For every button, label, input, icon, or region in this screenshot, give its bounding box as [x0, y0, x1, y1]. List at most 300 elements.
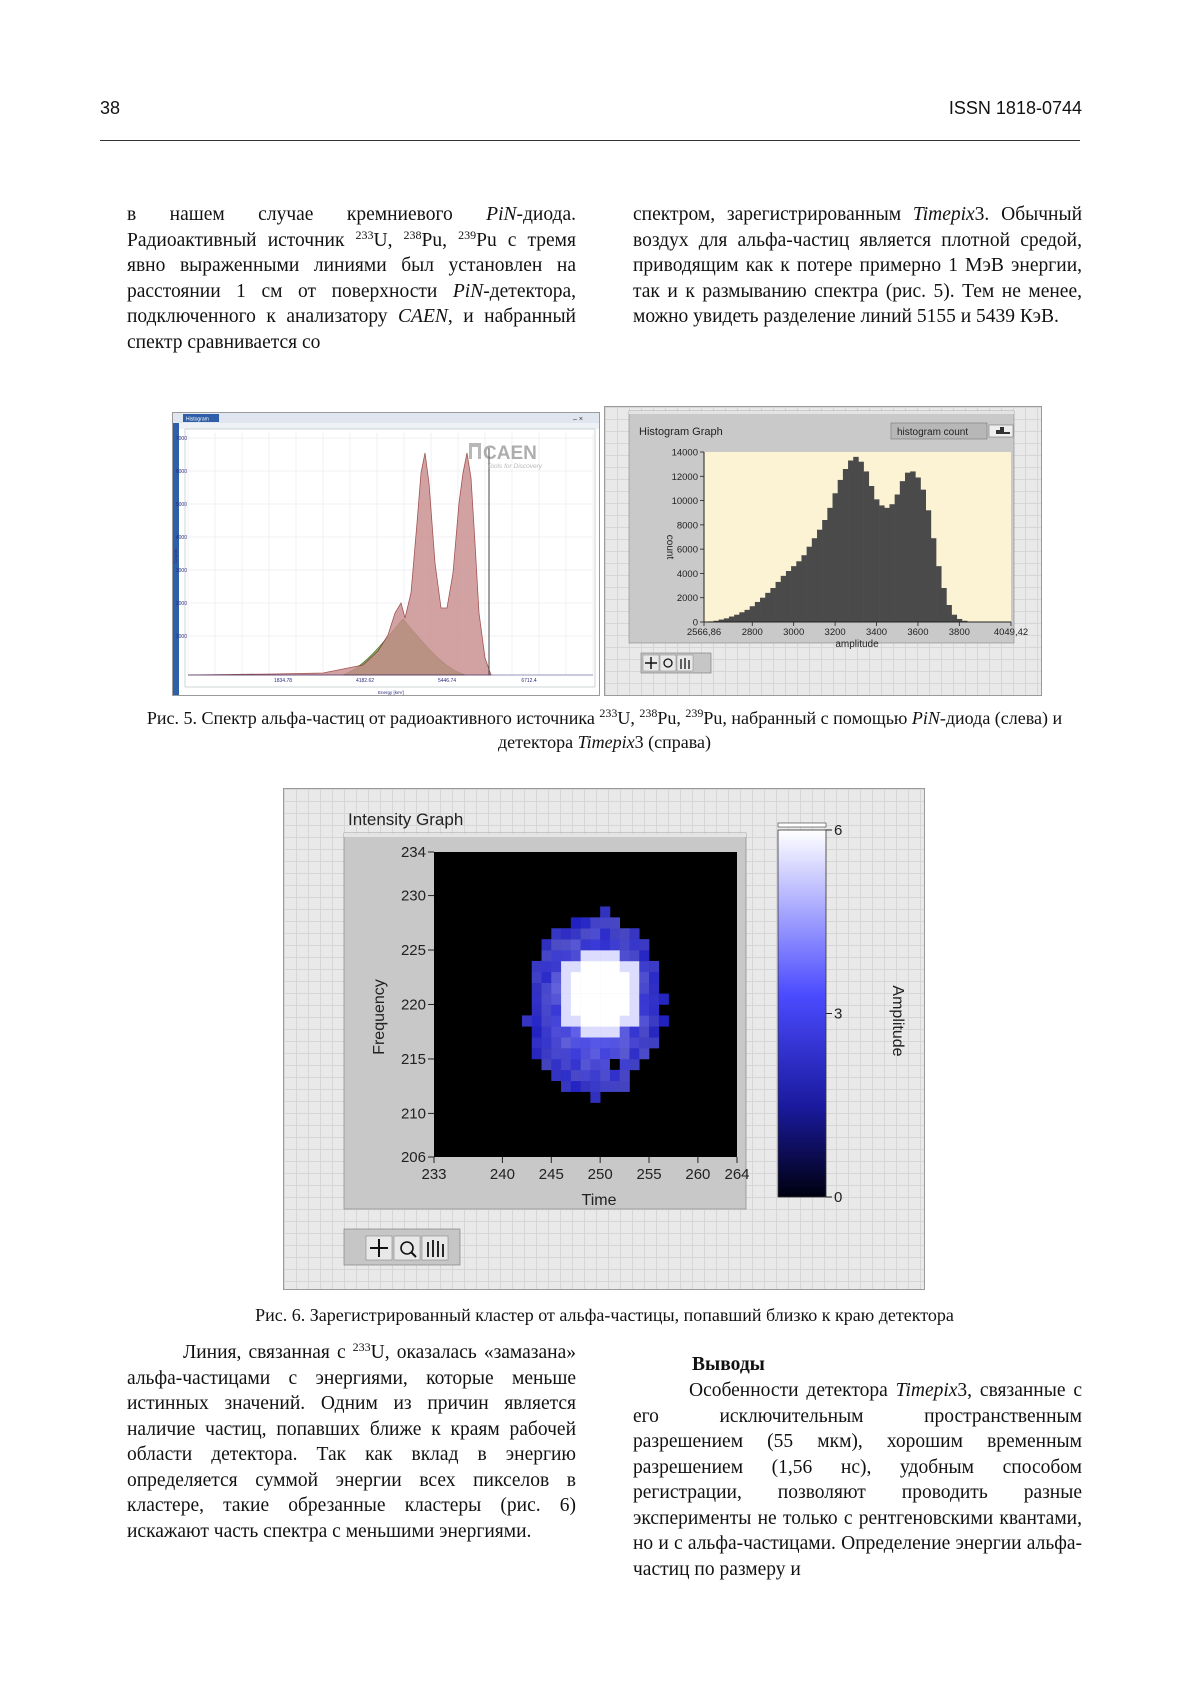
heatmap-cell	[639, 939, 649, 950]
heatmap-cell	[629, 928, 639, 939]
heatmap-cell	[532, 994, 542, 1005]
heatmap-cell	[522, 1015, 532, 1026]
heatmap-cell	[561, 1070, 571, 1081]
heatmap-cell	[532, 1026, 542, 1037]
heatmap-cell	[649, 983, 659, 994]
heatmap-cell	[620, 1048, 630, 1059]
caen-tagline: Tools for Discovery	[487, 463, 543, 470]
heatmap-cell	[629, 939, 639, 950]
heatmap-cell	[581, 1059, 591, 1070]
issn: ISSN 1818-0744	[948, 98, 1082, 118]
heatmap-cell	[551, 1005, 561, 1016]
histogram-bar	[791, 566, 796, 622]
heatmap-cell	[542, 961, 552, 972]
heatmap-cell	[571, 1059, 581, 1070]
intensity-xlabel: Time	[581, 1192, 617, 1209]
heatmap-x-tick-label: 250	[587, 1166, 613, 1183]
heatmap-cell	[600, 1037, 610, 1048]
caen-spectrum-figure	[172, 412, 600, 696]
caen-y-tick-label: 1000	[175, 634, 187, 640]
heatmap-cell	[532, 1005, 542, 1016]
histogram-y-tick-label: 4000	[676, 568, 698, 580]
heatmap-cell	[620, 1081, 630, 1092]
heatmap-cell	[581, 928, 591, 939]
conclusions-paragraph: Особенности детектора Timepix3, связанные с его исключительным пространственным разрешением (55 мкм), хорошим временным разрешением (1,56 нс), удобным способом регистрации, позволяют проводить разные эксперименты не только с рентгеновскими квантами, но и с альфа-частицами. Определение энергии альфа-частиц по размеру и	[633, 1380, 1083, 1580]
heatmap-cell	[590, 1048, 600, 1059]
histogram-y-tick-label: 10000	[671, 496, 698, 508]
top-right-paragraph: спектром, зарегистрированным Timepix3. Обычный воздух для альфа-частиц является плотной средой, приводящим как к потере примерно 1 МэВ энергии, так и к размыванию спектра (рис. 5). Тем не менее, можно увидеть разделение линий 5155 и 5439 КэВ.	[633, 204, 1082, 327]
histogram-title: Histogram Graph	[639, 426, 723, 438]
heatmap-cell	[571, 1081, 581, 1092]
histogram-bar	[926, 510, 931, 622]
heatmap-cell	[581, 950, 591, 961]
heatmap-cell	[649, 1005, 659, 1016]
histogram-bar	[941, 588, 946, 622]
histogram-bar	[755, 602, 760, 622]
heatmap-cell	[590, 1005, 600, 1016]
intensity-figure	[283, 788, 925, 1290]
heatmap-cell	[620, 939, 630, 950]
heatmap-cell	[542, 939, 552, 950]
heatmap-cell	[610, 961, 620, 972]
histogram-bar	[843, 469, 848, 622]
svg-text:– ×: – ×	[573, 416, 583, 423]
heatmap-cell	[639, 961, 649, 972]
bottom-left-paragraph: Линия, связанная с $^{233}$U, оказалась «замазана» альфа-частицами с энергиями, которые меньше истинных значений. Одним из причин является наличие частиц, попавших ближе к краям рабочей области детектора. Так как вклад в энергию определяется суммой энергии всех пикселов в кластере, такие обрезанные кластеры (рис. 6) искажают часть спектра с меньшими энергиями.	[127, 1340, 576, 1542]
heatmap-cell	[629, 1048, 639, 1059]
histogram-bar	[931, 538, 936, 622]
heatmap-cell	[600, 1059, 610, 1070]
caen-y-tick-label: 5000	[175, 502, 187, 508]
histogram-x-tick-label: 3000	[783, 627, 805, 638]
histogram-bar	[796, 561, 801, 622]
heatmap-cell	[610, 950, 620, 961]
heatmap-cell	[590, 983, 600, 994]
heatmap-cell	[561, 1037, 571, 1048]
heatmap-cell	[600, 961, 610, 972]
heatmap-cell	[551, 1037, 561, 1048]
amplitude-scale-tick-label: 6	[834, 822, 843, 839]
heatmap-y-tick-label: 230	[400, 887, 426, 905]
heatmap-cell	[649, 1037, 659, 1048]
heatmap-cell	[620, 983, 630, 994]
heatmap-cell	[620, 972, 630, 983]
heatmap-x-tick-label: 233	[421, 1166, 447, 1183]
heatmap-cell	[581, 1026, 591, 1037]
amplitude-scale-ticks	[826, 822, 842, 1206]
heatmap-cell	[581, 939, 591, 950]
histogram-bar	[869, 486, 874, 622]
histogram-bar	[838, 480, 843, 622]
heatmap-cell	[542, 983, 552, 994]
heatmap-cell	[542, 1059, 552, 1070]
heatmap-cell	[600, 1081, 610, 1092]
histogram-bar	[760, 598, 765, 622]
histogram-xlabel: amplitude	[835, 639, 879, 650]
heatmap-cell	[600, 917, 610, 928]
heatmap-cell	[659, 1015, 669, 1026]
heatmap-cell	[561, 1015, 571, 1026]
histogram-bar	[776, 582, 781, 622]
heatmap-cell	[639, 1037, 649, 1048]
caen-window-tab: Histogram	[186, 416, 209, 423]
caen-y-tick-label: 3000	[175, 568, 187, 574]
heatmap-cell	[600, 928, 610, 939]
heatmap-cell	[600, 906, 610, 917]
heatmap-cell	[542, 1037, 552, 1048]
heatmap-cell	[542, 972, 552, 983]
caen-x-tick-label: 1834.78	[273, 678, 293, 684]
heatmap-cell	[629, 983, 639, 994]
histogram-legend-label: histogram count	[897, 427, 969, 438]
heatmap-cell	[610, 972, 620, 983]
heatmap-cell	[600, 1048, 610, 1059]
histogram-bar	[889, 504, 894, 622]
heatmap-cell	[610, 1037, 620, 1048]
heatmap-cell	[620, 1005, 630, 1016]
amplitude-scale-tick-label: 3	[834, 1005, 843, 1023]
heatmap-cell	[581, 972, 591, 983]
heatmap-cell	[600, 1070, 610, 1081]
histogram-y-tick-label: 8000	[676, 520, 698, 532]
heatmap-cell	[600, 950, 610, 961]
heatmap-cell	[590, 1037, 600, 1048]
heatmap-cell	[649, 994, 659, 1005]
heatmap-cell	[590, 917, 600, 928]
histogram-bar	[864, 471, 869, 622]
heatmap-cell	[571, 1037, 581, 1048]
heatmap-cell	[620, 961, 630, 972]
histogram-bar	[781, 576, 786, 622]
heatmap-cell	[581, 1048, 591, 1059]
heatmap-cell	[561, 994, 571, 1005]
heatmap-cell	[649, 1015, 659, 1026]
heatmap-cell	[571, 939, 581, 950]
heatmap-cell	[639, 972, 649, 983]
heatmap-x-tick-label: 245	[538, 1166, 564, 1183]
histogram-bar	[734, 615, 739, 622]
caen-x-axis-label: Energy [keV]	[378, 690, 404, 695]
heatmap-cell	[620, 928, 630, 939]
heatmap-cell	[571, 950, 581, 961]
heatmap-cell	[610, 1048, 620, 1059]
heatmap-cell	[610, 928, 620, 939]
heatmap-y-tick-label: 225	[400, 942, 426, 960]
heatmap-cell	[639, 994, 649, 1005]
caen-y-tick-label: 4000	[175, 535, 187, 541]
heatmap-cell	[532, 961, 542, 972]
histogram-y-tick-label: 14000	[671, 447, 698, 459]
histogram-x-tick-label: 3200	[824, 627, 846, 638]
heatmap-y-tick-label: 206	[400, 1149, 426, 1166]
histogram-bar	[895, 495, 900, 623]
heatmap-cell	[600, 983, 610, 994]
heatmap-cell	[600, 1015, 610, 1026]
heatmap-cell	[610, 1070, 620, 1081]
heatmap-cell	[620, 994, 630, 1005]
heatmap-cell	[610, 1026, 620, 1037]
caen-y-tick-label: 7000	[175, 436, 187, 442]
caen-x-tick-label: 6712.4	[521, 678, 537, 684]
heatmap-cell	[571, 917, 581, 928]
histogram-y-tick-label: 12000	[671, 471, 698, 483]
heatmap-cell	[649, 1026, 659, 1037]
heatmap-cell	[551, 1048, 561, 1059]
heatmap-cell	[551, 939, 561, 950]
heatmap-cell	[659, 994, 669, 1005]
heatmap-cell	[551, 928, 561, 939]
heatmap-cell	[561, 1026, 571, 1037]
histogram-y-tick-label: 6000	[676, 544, 698, 556]
heatmap-cell	[639, 983, 649, 994]
heatmap-cell	[649, 972, 659, 983]
histogram-x-tick-label: 2566,86	[686, 627, 722, 638]
heatmap-cell	[561, 1059, 571, 1070]
heatmap-cell	[542, 1005, 552, 1016]
heatmap-cell	[571, 983, 581, 994]
heatmap-cell	[629, 1059, 639, 1070]
histogram-bar	[786, 571, 791, 622]
heatmap-cell	[551, 1026, 561, 1037]
heatmap-cell	[581, 1015, 591, 1026]
heatmap-cell	[581, 1005, 591, 1016]
heatmap-cell	[590, 994, 600, 1005]
heatmap-cell	[581, 1070, 591, 1081]
heatmap-cell	[629, 1015, 639, 1026]
heatmap-cell	[581, 1081, 591, 1092]
heatmap-cell	[571, 1048, 581, 1059]
histogram-x-tick-label: 2800	[741, 627, 763, 638]
amplitude-scale-tick-label: 0	[834, 1189, 843, 1206]
heatmap-cell	[561, 961, 571, 972]
histogram-x-tick-label: 3600	[907, 627, 929, 638]
heatmap-cell	[610, 1005, 620, 1016]
heatmap-cell	[590, 1026, 600, 1037]
histogram-bar	[822, 520, 827, 622]
top-left-paragraph: в нашем случае кремниевого PiN-диода. Радиоактивный источник $^{233}$U, $^{238}$Pu, $^{239}$Pu с тремя явно выраженными линиями был установлен на расстоянии 1 см от поверхности PiN-детектора, подключенного к анализатору CAEN, и набранный спектр сравнивается со	[127, 204, 576, 353]
amplitude-color-scale	[778, 830, 826, 1197]
heatmap-cell	[600, 1005, 610, 1016]
fig5-caption: Рис. 5. Спектр альфа-частиц от радиоактивного источника $^{233}$U, $^{238}$Pu, $^{239}$Pu, набранный с помощью PiN-диода (слева) и детектора Timepix3 (справа)	[146, 706, 1063, 752]
heatmap-cell	[590, 972, 600, 983]
heatmap-cell	[551, 1070, 561, 1081]
caen-y-tick-label: 2000	[175, 601, 187, 607]
heatmap-cell	[532, 1048, 542, 1059]
heatmap-cell	[561, 950, 571, 961]
histogram-x-tick-label: 3800	[948, 627, 970, 638]
heatmap-cell	[639, 1015, 649, 1026]
page-number: 38	[100, 98, 121, 118]
histogram-x-tick-label: 4049,42	[993, 627, 1029, 638]
histogram-y-tick-label: 2000	[676, 593, 698, 605]
heatmap-cell	[590, 1015, 600, 1026]
heatmap-cell	[610, 994, 620, 1005]
caen-x-tick-label: 5446.74	[437, 678, 457, 684]
histogram-bar	[910, 471, 915, 622]
heatmap-cell	[629, 1026, 639, 1037]
heatmap-cell	[532, 1015, 542, 1026]
heatmap-cell	[532, 983, 542, 994]
heatmap-cell	[590, 1081, 600, 1092]
histogram-toolbar	[641, 653, 711, 673]
histogram-x-tick-label: 3400	[865, 627, 888, 638]
heatmap-cell	[629, 961, 639, 972]
histogram-bar	[827, 508, 832, 622]
heatmap-y-tick-label: 210	[400, 1105, 426, 1123]
heatmap-cell	[551, 950, 561, 961]
heatmap-cell	[551, 961, 561, 972]
histogram-bar	[936, 566, 941, 622]
heatmap-cell	[581, 994, 591, 1005]
histogram-bar	[750, 606, 755, 622]
heatmap-cell	[561, 928, 571, 939]
heatmap-x-tick-label: 260	[685, 1166, 711, 1183]
heatmap-cell	[561, 1048, 571, 1059]
heatmap-cell	[620, 1037, 630, 1048]
histogram-bar	[807, 547, 812, 622]
heatmap-cell	[551, 972, 561, 983]
heatmap-cell	[542, 950, 552, 961]
heatmap-cell	[581, 1037, 591, 1048]
heatmap-cell	[551, 1015, 561, 1026]
heatmap-cell	[581, 961, 591, 972]
heatmap-cell	[571, 1005, 581, 1016]
heatmap-cell	[571, 994, 581, 1005]
heatmap-cell	[610, 983, 620, 994]
heatmap-x-tick-label: 255	[636, 1166, 662, 1183]
histogram-bar	[801, 555, 806, 622]
heatmap-y-tick-label: 220	[400, 996, 426, 1014]
intensity-title: Intensity Graph	[348, 810, 464, 829]
heatmap-cell	[639, 950, 649, 961]
heatmap-cell	[610, 939, 620, 950]
histogram-bar	[946, 605, 951, 622]
heatmap-cell	[620, 1026, 630, 1037]
intensity-toolbar	[344, 1229, 460, 1265]
histogram-bar	[770, 588, 775, 622]
heatmap-cell	[620, 1070, 630, 1081]
histogram-ylabel: count	[664, 534, 675, 560]
intensity-ylabel: Frequency	[371, 979, 388, 1055]
heatmap-cell	[551, 1059, 561, 1070]
heatmap-cell	[629, 1037, 639, 1048]
heatmap-cell	[639, 1005, 649, 1016]
histogram-bar	[952, 615, 957, 622]
heatmap-cell	[590, 1070, 600, 1081]
histogram-bar	[739, 612, 744, 622]
histogram-bar	[817, 530, 822, 622]
histogram-bar	[879, 505, 884, 622]
heatmap-y-tick-label: 215	[400, 1050, 426, 1068]
heatmap-x-tick-label: 240	[489, 1166, 515, 1183]
heatmap-cell	[571, 928, 581, 939]
heatmap-cell	[600, 939, 610, 950]
heatmap-cell	[542, 1026, 552, 1037]
heatmap-cell	[571, 972, 581, 983]
histogram-bar	[921, 490, 926, 622]
heatmap-cell	[590, 939, 600, 950]
histogram-bar	[729, 617, 734, 622]
heatmap-cell	[561, 983, 571, 994]
histogram-bar	[874, 499, 879, 622]
histogram-bar	[905, 473, 910, 622]
conclusions-heading: Выводы	[692, 1354, 765, 1375]
heatmap-cell	[532, 972, 542, 983]
heatmap-cell	[571, 961, 581, 972]
heatmap-cell	[581, 983, 591, 994]
caen-y-tick-label: 6000	[175, 469, 187, 475]
heatmap-cell	[610, 917, 620, 928]
heatmap-cell	[542, 994, 552, 1005]
intensity-zlabel: Amplitude	[889, 985, 906, 1057]
histogram-figure	[604, 406, 1042, 696]
header-rule	[100, 140, 1080, 141]
heatmap-cell	[649, 961, 659, 972]
heatmap-cell	[561, 1005, 571, 1016]
heatmap-cell	[532, 1037, 542, 1048]
heatmap-x-tick-label: 264	[724, 1166, 750, 1183]
heatmap-cell	[629, 994, 639, 1005]
heatmap-cell	[561, 972, 571, 983]
histogram-bar	[858, 462, 863, 622]
histogram-bar	[853, 457, 858, 622]
histogram-bar	[812, 538, 817, 622]
heatmap-cell	[571, 1026, 581, 1037]
histogram-bar	[915, 478, 920, 623]
heatmap-cell	[610, 1059, 620, 1070]
histogram-bar	[833, 493, 838, 622]
histogram-bar	[900, 481, 905, 622]
histogram-bar	[848, 461, 853, 623]
caen-x-tick-label: 4182.62	[355, 678, 375, 684]
heatmap-cell	[551, 994, 561, 1005]
histogram-y-tick-label: 0	[692, 617, 698, 629]
heatmap-cell	[620, 950, 630, 961]
heatmap-cell	[590, 950, 600, 961]
heatmap-cell	[581, 917, 591, 928]
heatmap-cell	[551, 983, 561, 994]
histogram-bar	[745, 610, 750, 622]
heatmap-cell	[620, 1059, 630, 1070]
heatmap-cell	[610, 1015, 620, 1026]
heatmap-cell	[600, 972, 610, 983]
histogram-bar	[884, 508, 889, 622]
heatmap-cell	[600, 1026, 610, 1037]
caen-y-axis-label: Counts	[173, 548, 178, 563]
heatmap-cell	[542, 1015, 552, 1026]
histogram-bar	[724, 618, 729, 622]
caen-logo-text: CAEN	[483, 443, 537, 464]
heatmap-cell	[620, 1015, 630, 1026]
heatmap-cell	[629, 1005, 639, 1016]
heatmap-cell	[571, 1070, 581, 1081]
heatmap-cell	[600, 994, 610, 1005]
fig6-caption: Рис. 6. Зарегистрированный кластер от альфа-частицы, попавший близко к краю детектора	[255, 1305, 954, 1325]
heatmap-cell	[542, 1048, 552, 1059]
heatmap-cell	[629, 950, 639, 961]
heatmap-cell	[590, 1092, 600, 1103]
heatmap-cell	[590, 1059, 600, 1070]
heatmap-cell	[590, 928, 600, 939]
heatmap-cell	[561, 939, 571, 950]
heatmap-cell	[639, 1048, 649, 1059]
heatmap-cell	[629, 972, 639, 983]
histogram-bar	[765, 593, 770, 622]
heatmap-cell	[561, 1081, 571, 1092]
heatmap-cell	[571, 1015, 581, 1026]
heatmap-cell	[610, 1081, 620, 1092]
heatmap-y-tick-label: 234	[400, 844, 426, 861]
